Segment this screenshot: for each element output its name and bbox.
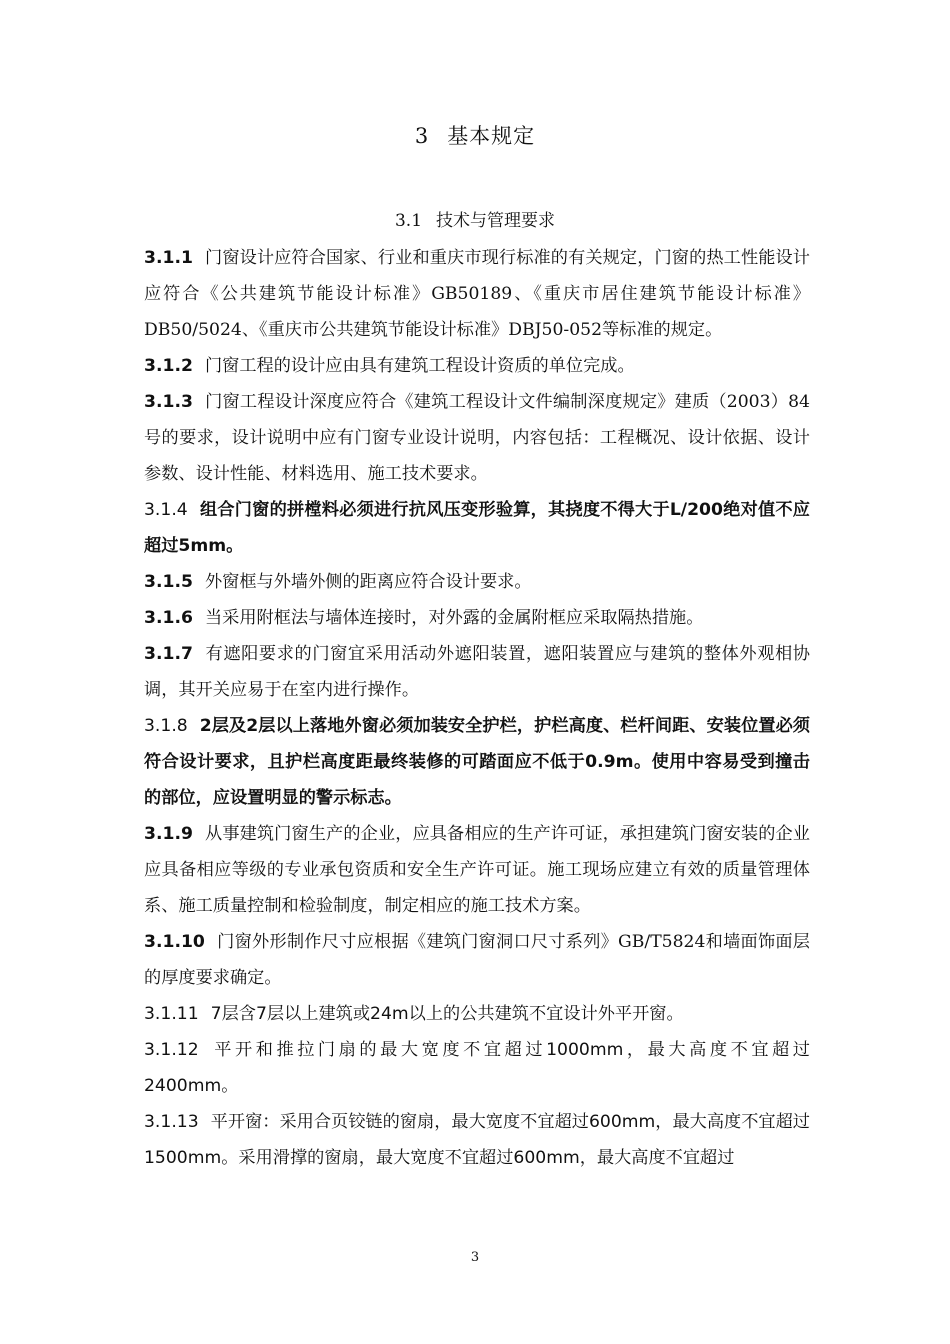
clause-list — [144, 240, 810, 1176]
clause-text: 有遮阳要求的门窗宜采用活动外遮阳装置，遮阳装置应与建筑的整体外观相协调，其开关应易于在室内进行操作。 — [144, 644, 810, 700]
clause-number: 3.1.13 — [144, 1112, 199, 1132]
clause-text: 门窗外形制作尺寸应根据《建筑门窗洞口尺寸系列》GB/T5824和墙面饰面层的厚度要求确定。 — [144, 932, 810, 988]
clause-text: 当采用附框法与墙体连接时，对外露的金属附框应采取隔热措施。 — [204, 608, 704, 628]
clause-3-1-5 — [144, 564, 810, 600]
clause-3-1-3 — [144, 384, 810, 492]
clause-text: 平开窗：采用合页铰链的窗扇，最大宽度不宜超过600mm，最大高度不宜超过1500mm。采用滑撑的窗扇，最大宽度不宜超过600mm，最大高度不宜超过 — [144, 1112, 810, 1168]
chapter-title — [0, 120, 950, 150]
clause-number: 3.1.6 — [144, 608, 193, 628]
clause-number: 3.1.5 — [144, 572, 193, 592]
clause-3-1-9 — [144, 816, 810, 924]
clause-text: 2层及2层以上落地外窗必须加装安全护栏，护栏高度、栏杆间距、安装位置必须符合设计要求，且护栏高度距最终装修的可踏面应不低于0.9m。使用中容易受到撞击的部位，应设置明显的警示标志。 — [144, 716, 810, 808]
clause-3-1-2 — [144, 348, 810, 384]
clause-number: 3.1.10 — [144, 932, 205, 952]
clause-3-1-6 — [144, 600, 810, 636]
clause-text: 外窗框与外墙外侧的距离应符合设计要求。 — [204, 572, 532, 592]
clause-number: 3.1.3 — [144, 392, 193, 412]
clause-3-1-4 — [144, 492, 810, 564]
clause-number: 3.1.2 — [144, 356, 193, 376]
clause-3-1-12 — [144, 1032, 810, 1104]
clause-3-1-7 — [144, 636, 810, 708]
clause-text: 门窗工程设计深度应符合《建筑工程设计文件编制深度规定》建质（2003）84号的要求，设计说明中应有门窗专业设计说明，内容包括：工程概况、设计依据、设计参数、设计性能、材料选用、施工技术要求。 — [144, 392, 810, 484]
clause-number: 3.1.1 — [144, 248, 193, 268]
clause-number: 3.1.12 — [144, 1040, 199, 1060]
clause-3-1-13 — [144, 1104, 810, 1176]
clause-number: 3.1.9 — [144, 824, 193, 844]
clause-text: 平开和推拉门扇的最大宽度不宜超过1000mm，最大高度不宜超过2400mm。 — [144, 1040, 810, 1096]
clause-number: 3.1.11 — [144, 1004, 199, 1024]
section-title-text: 技术与管理要求 — [436, 211, 556, 231]
section-number: 3.1 — [394, 211, 423, 231]
clause-number: 3.1.4 — [144, 500, 188, 520]
clause-3-1-1 — [144, 240, 810, 348]
clause-3-1-8 — [144, 708, 810, 816]
clause-text: 组合门窗的拼樘料必须进行抗风压变形验算，其挠度不得大于L/200绝对值不应超过5mm。 — [144, 500, 810, 556]
page-number: 3 — [470, 1250, 480, 1265]
chapter-number: 3 — [414, 124, 430, 148]
chapter-title-text: 基本规定 — [447, 124, 536, 148]
clause-text: 从事建筑门窗生产的企业，应具备相应的生产许可证，承担建筑门窗安装的企业应具备相应等级的专业承包资质和安全生产许可证。施工现场应建立有效的质量管理体系、施工质量控制和检验制度，制定相应的施工技术方案。 — [144, 824, 810, 916]
clause-text: 门窗设计应符合国家、行业和重庆市现行标准的有关规定，门窗的热工性能设计应符合《公共建筑节能设计标准》GB50189、《重庆市居住建筑节能设计标准》DB50/5024、《重庆市公共建筑节能设计标准》DBJ50-052等标准的规定。 — [144, 248, 810, 340]
section-title — [0, 206, 950, 231]
clause-3-1-11 — [144, 996, 810, 1032]
clause-text: 7层含7层以上建筑或24m以上的公共建筑不宜设计外平开窗。 — [210, 1004, 684, 1024]
clause-number: 3.1.7 — [144, 644, 193, 664]
clause-number: 3.1.8 — [144, 716, 188, 736]
clause-text: 门窗工程的设计应由具有建筑工程设计资质的单位完成。 — [204, 356, 635, 376]
clause-3-1-10 — [144, 924, 810, 996]
